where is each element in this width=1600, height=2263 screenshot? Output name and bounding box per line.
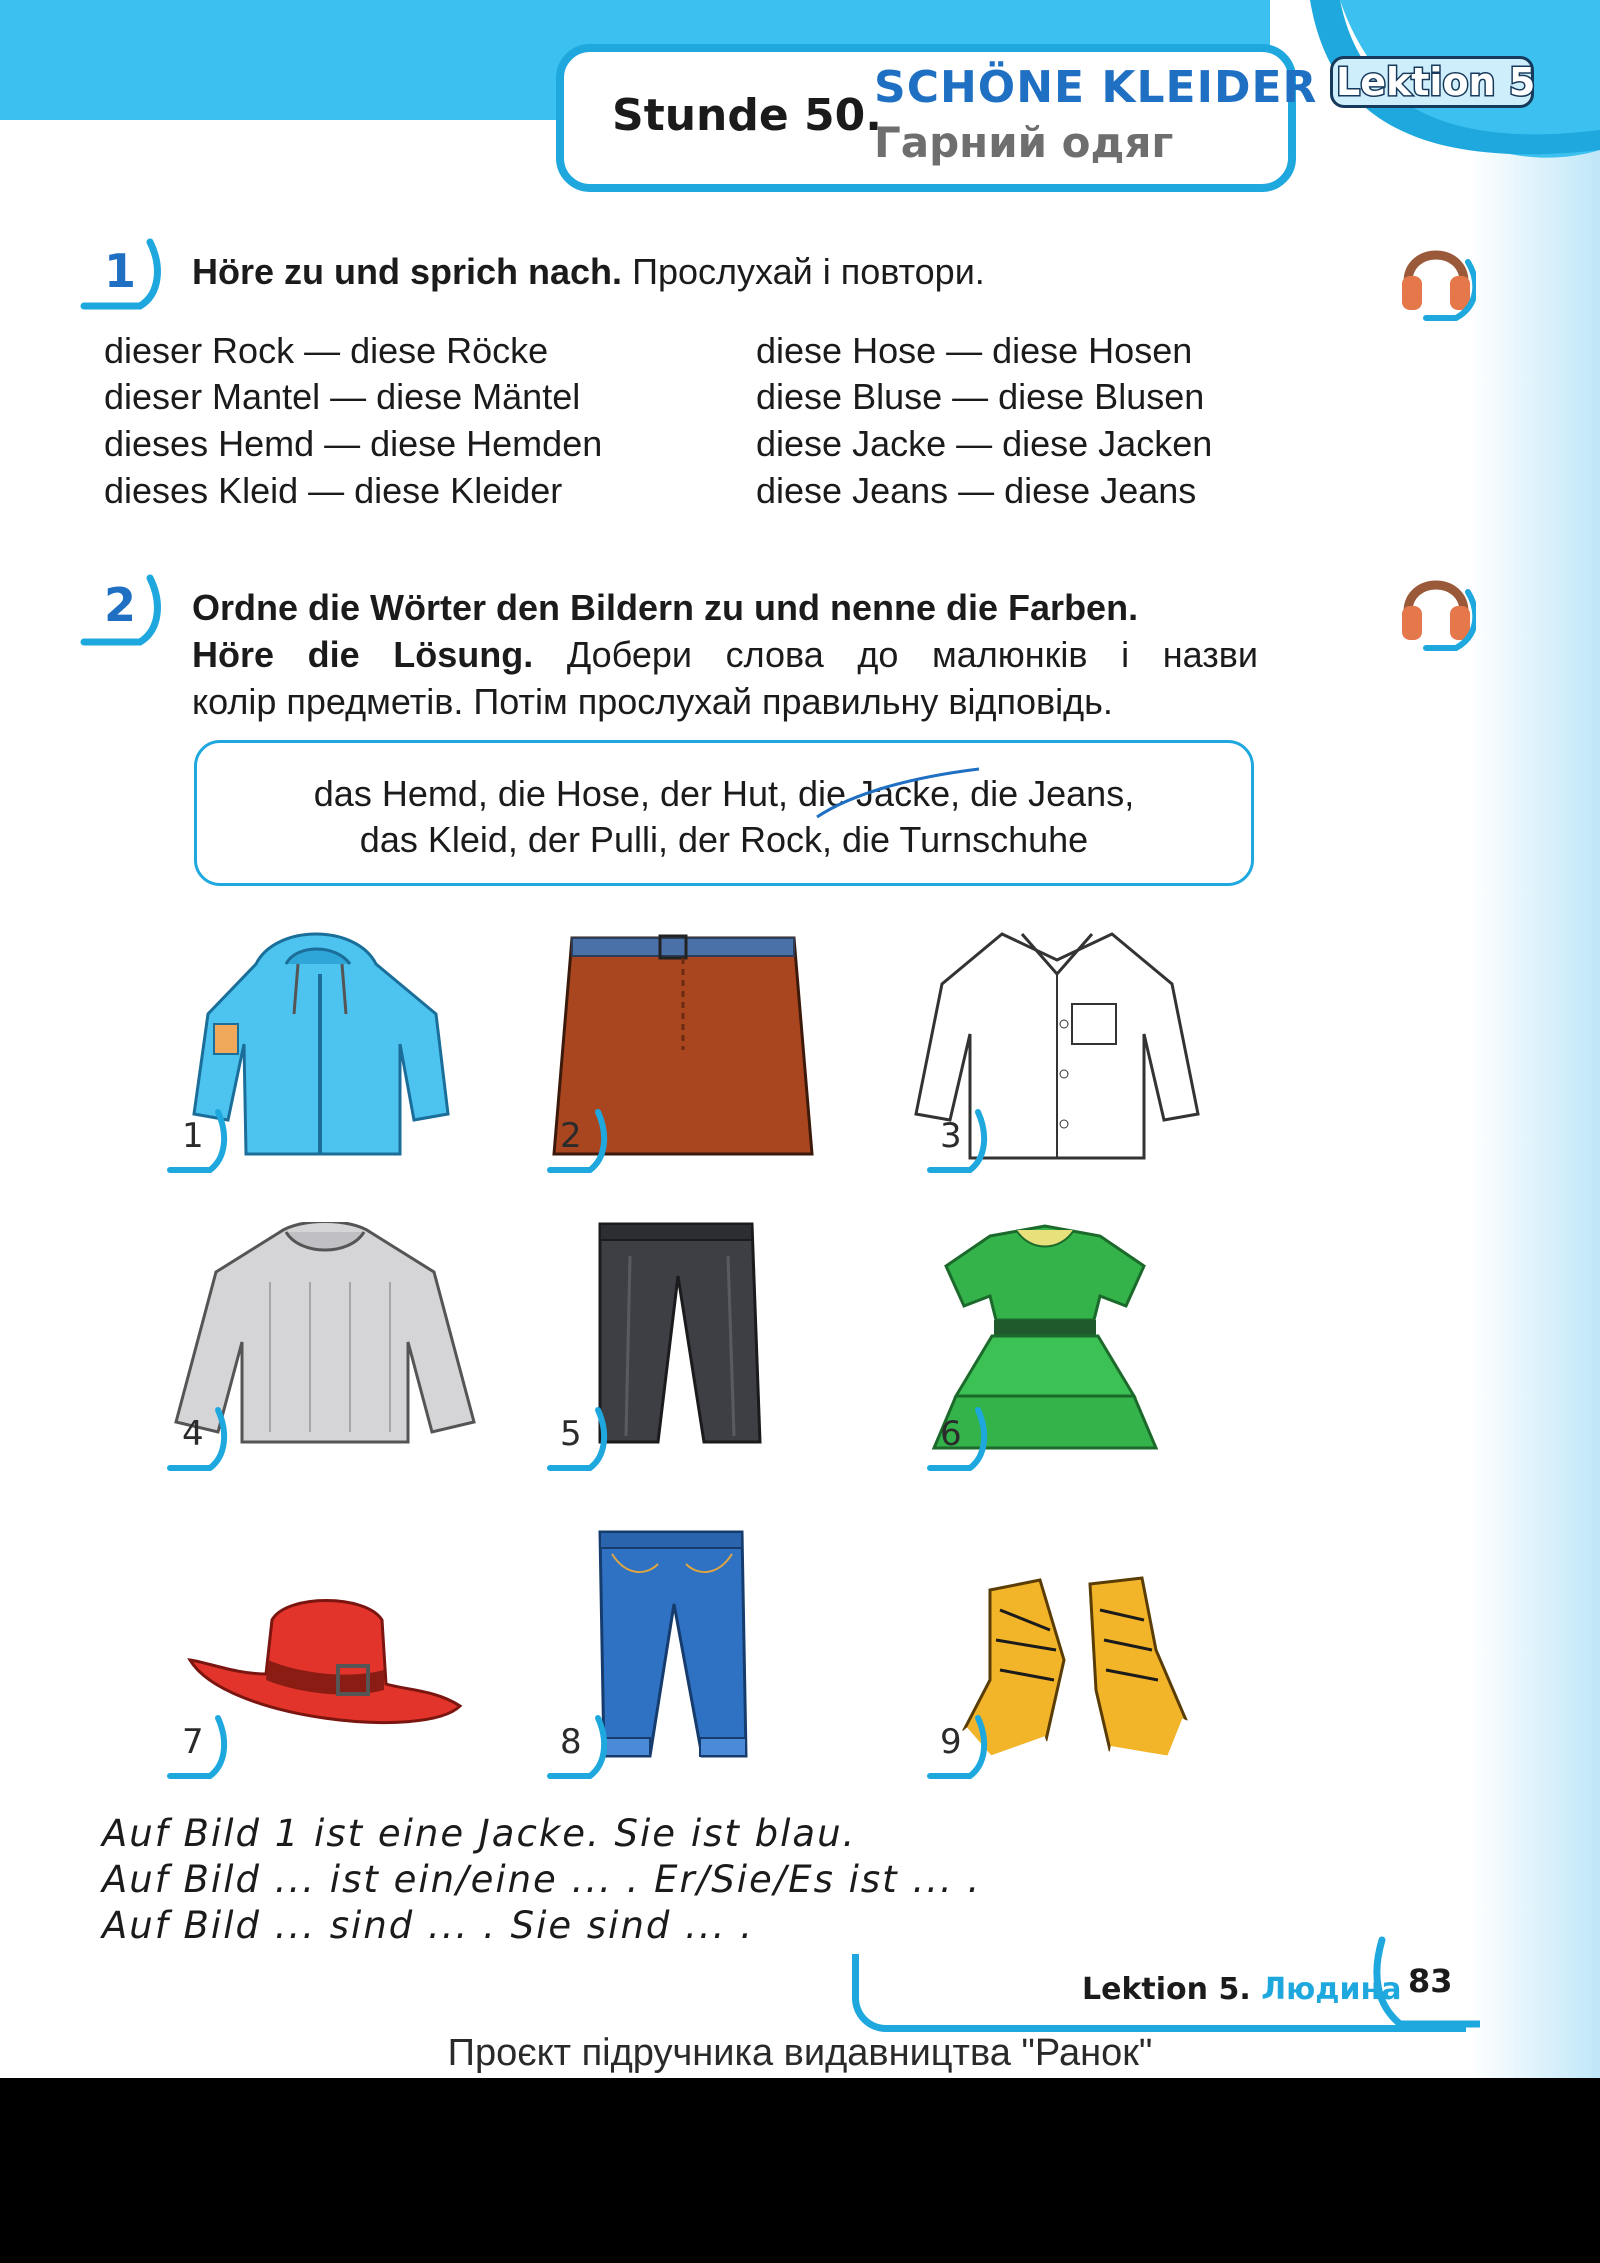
strikethrough-stroke <box>817 769 979 817</box>
exercise1-instruction <box>192 248 985 295</box>
publisher-note: Проєкт підручника видавництва "Ранок" <box>447 2032 1153 2074</box>
example-sentence: Auf Bild ... ist ein/eine ... . Er/Sie/Es ist ... . <box>102 1858 982 1901</box>
picture-number-hook-icon <box>546 1714 616 1784</box>
headphones-icon[interactable] <box>1396 562 1476 652</box>
instruction-line: Ordne die Wörter den Bildern zu und nenne die Farben. <box>192 587 1139 628</box>
footer-topic: Людина <box>1261 1972 1402 2007</box>
picture-number: 4 <box>182 1414 204 1454</box>
picture-number: 6 <box>940 1414 962 1454</box>
word-pair: diese Bluse — diese Blusen <box>756 376 1205 417</box>
word-bank <box>194 740 1254 886</box>
lesson-number: Stunde 50. <box>612 90 882 141</box>
picture-number-hook-icon <box>926 1406 996 1476</box>
headphones-icon[interactable] <box>1396 232 1476 322</box>
instruction-de: Höre zu und sprich nach. <box>192 251 623 292</box>
exercise-number-hook-icon <box>80 572 170 652</box>
lesson-title-de: SCHÖNE KLEIDER <box>874 62 1318 113</box>
picture-number-hook-icon <box>546 1108 616 1178</box>
word-pair: diese Jeans — diese Jeans <box>756 470 1197 511</box>
instruction-line: Höre die Lösung. Добери слова до малюнків і назви <box>192 634 1258 675</box>
picture-number-hook-icon <box>166 1406 236 1476</box>
footer-unit: Lektion 5. <box>1082 1972 1251 2007</box>
footer-unit-label <box>1082 1972 1402 2007</box>
word-bank-line: das Hemd, die Hose, der Hut, die Jacke, die Jeans, <box>313 773 1135 814</box>
example-sentence: Auf Bild ... sind ... . Sie sind ... . <box>102 1904 754 1947</box>
picture-number: 5 <box>560 1414 582 1454</box>
instruction-ua: Прослухай і повтори. <box>622 251 985 292</box>
picture-number-hook-icon <box>926 1108 996 1178</box>
word-pair: dieser Rock — diese Röcke <box>104 330 549 371</box>
picture-number: 7 <box>182 1722 204 1762</box>
picture-number: 8 <box>560 1722 582 1762</box>
lesson-title-ua: Гарний одяг <box>874 118 1174 167</box>
word-pair: dieses Hemd — diese Hemden <box>104 423 603 464</box>
picture-number-hook-icon <box>166 1108 236 1178</box>
strikethrough-mark-icon <box>813 763 983 823</box>
unit-badge: Lektion 5 <box>1336 60 1536 104</box>
picture-number: 9 <box>940 1722 962 1762</box>
exercise-number: 1 <box>104 244 137 298</box>
picture-number-hook-icon <box>166 1714 236 1784</box>
picture-number: 3 <box>940 1116 962 1156</box>
word-pair: dieser Mantel — diese Mäntel <box>104 376 581 417</box>
exercise-number: 2 <box>104 578 137 632</box>
word-pair: diese Hose — diese Hosen <box>756 330 1193 371</box>
exercise2-instruction <box>192 584 1258 725</box>
picture-number: 1 <box>182 1116 204 1156</box>
page-number: 83 <box>1408 1962 1453 2000</box>
example-sentence: Auf Bild 1 ist eine Jacke. Sie ist blau. <box>102 1812 857 1855</box>
exercise-number-hook-icon <box>80 236 170 316</box>
instruction-line: колір предметів. Потім прослухай правильну відповідь. <box>192 681 1113 722</box>
word-bank-line: das Kleid, der Pulli, der Rock, die Turnschuhe <box>359 819 1089 860</box>
word-pair: dieses Kleid — diese Kleider <box>104 470 563 511</box>
jeans-icon <box>592 1524 752 1764</box>
right-margin-strip <box>1470 0 1600 2078</box>
picture-number: 2 <box>560 1116 582 1156</box>
picture-number-hook-icon <box>926 1714 996 1784</box>
picture-number-hook-icon <box>546 1406 616 1476</box>
word-pair: diese Jacke — diese Jacken <box>756 423 1213 464</box>
